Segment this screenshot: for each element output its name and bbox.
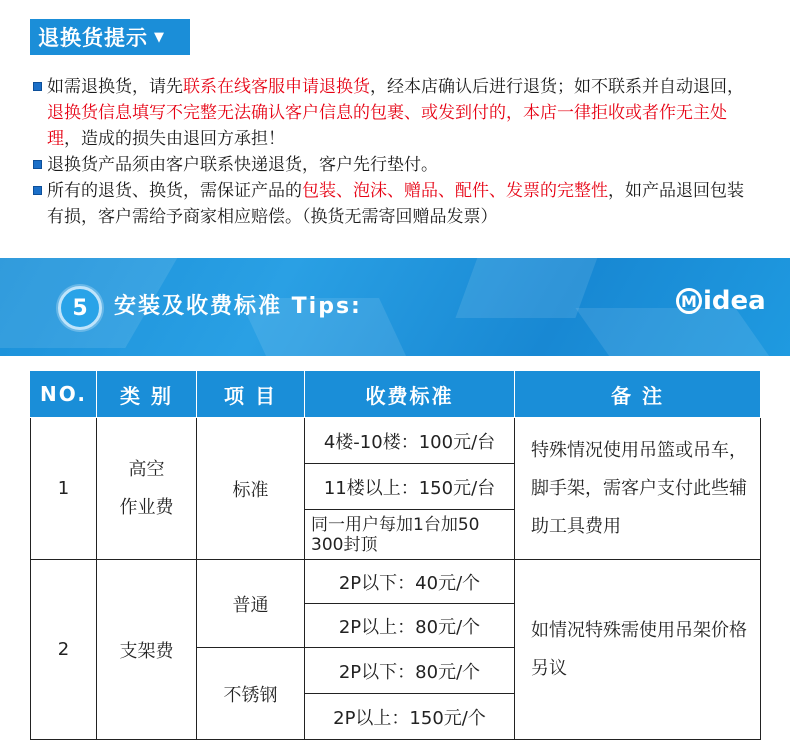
table-header-row bbox=[31, 371, 761, 418]
row2-category: 支架费 bbox=[97, 560, 197, 740]
square-bullet-icon bbox=[33, 160, 42, 169]
header-fee-standard: 收费标准 bbox=[305, 371, 515, 418]
row1-note: 特殊情况使用吊篮或吊车，脚手架，需客户支付此些辅助工具费用 bbox=[515, 418, 761, 560]
table-row bbox=[31, 560, 761, 604]
notice-highlight-text: 退换货信息填写不完整无法确认客户信息的包裹、或发到付的，本店一律拒收或者作无主处理 bbox=[47, 103, 727, 149]
notice-text: 退换货产品须由客户联系快递退货，客户先行垫付。 bbox=[47, 155, 438, 175]
notice-highlight-text: 联系在线客服申请退换货 bbox=[183, 77, 370, 97]
row2-fee-b2: 2P以上：150元/个 bbox=[305, 694, 515, 740]
notice-item bbox=[33, 178, 758, 230]
notice-title: 退换货提示 bbox=[38, 26, 148, 50]
notice-text: ，造成的损失由退回方承担！ bbox=[64, 129, 285, 149]
row2-no: 2 bbox=[31, 560, 97, 740]
row1-category: 高空 作业费 bbox=[97, 418, 197, 560]
notice-item bbox=[33, 152, 758, 178]
row2-fee-a1: 2P以下：40元/个 bbox=[305, 560, 515, 604]
notice-text: ，经本店确认后进行退货；如不联系并自动退回， bbox=[370, 77, 744, 97]
fee-table bbox=[30, 370, 761, 740]
row1-fee-3: 同一用户每加1台加50 300封顶 bbox=[305, 510, 515, 560]
row2-item-b: 不锈钢 bbox=[197, 648, 305, 740]
header-no: NO. bbox=[31, 371, 97, 418]
row1-fee-2: 11楼以上：150元/台 bbox=[305, 464, 515, 510]
row2-fee-b1: 2P以下：80元/个 bbox=[305, 648, 515, 694]
square-bullet-icon bbox=[33, 186, 42, 195]
section-number-badge: 5 bbox=[58, 286, 102, 330]
table-row bbox=[31, 418, 761, 464]
row1-fee-1: 4楼-10楼：100元/台 bbox=[305, 418, 515, 464]
notice-highlight-text: 包装、泡沫、赠品、配件、发票的完整性 bbox=[302, 181, 608, 201]
row2-fee-a2: 2P以上：80元/个 bbox=[305, 604, 515, 648]
notice-list bbox=[33, 74, 758, 230]
row2-item-a: 普通 bbox=[197, 560, 305, 648]
notice-text: 如需退换货，请先 bbox=[47, 77, 183, 97]
row1-item: 标准 bbox=[197, 418, 305, 560]
section-title: 安装及收费标准 Tips: bbox=[114, 294, 362, 319]
row1-no: 1 bbox=[31, 418, 97, 560]
notice-text: ，如产品退回包装有损，客户需给予商家相应赔偿。（换货无需寄回赠品发票） bbox=[47, 181, 744, 227]
square-bullet-icon bbox=[33, 82, 42, 91]
header-item: 项 目 bbox=[197, 371, 305, 418]
notice-title-tag bbox=[30, 19, 190, 55]
midea-logo bbox=[676, 286, 766, 316]
logo-mark: M bbox=[676, 288, 702, 314]
row2-note: 如情况特殊需使用吊架价格另议 bbox=[515, 560, 761, 740]
caret-down-icon: ▼ bbox=[154, 29, 165, 45]
header-note: 备 注 bbox=[515, 371, 761, 418]
header-category: 类 别 bbox=[97, 371, 197, 418]
notice-item bbox=[33, 74, 758, 152]
notice-text: 所有的退货、换货，需保证产品的 bbox=[47, 181, 302, 201]
logo-text: idea bbox=[703, 286, 766, 316]
